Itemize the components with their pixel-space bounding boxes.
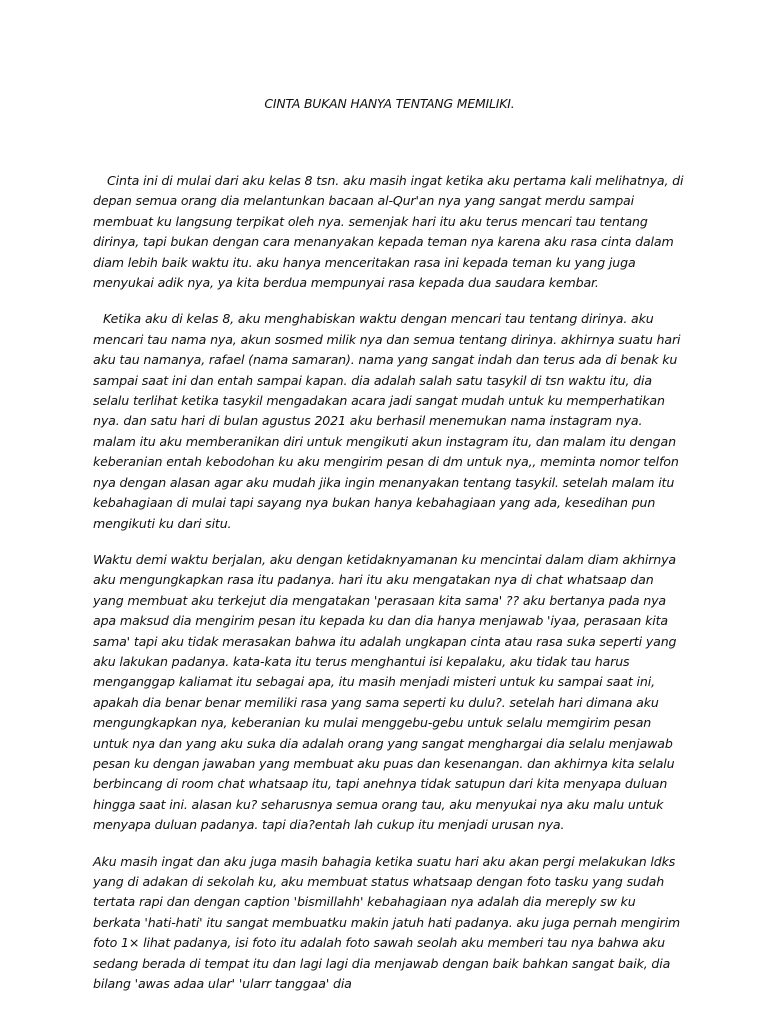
document-title: CINTA BUKAN HANYA TENTANG MEMILIKI. — [264, 96, 515, 111]
paragraph-3: Waktu demi waktu berjalan, aku dengan ketidaknyamanan ku mencintai dalam diam akhirnya aku mengungkapkan rasa itu padanya. hari itu aku mengatakan nya di chat whatsaap dan yang membuat aku terkejut dia mengatakan 'perasaan kita sama' ?? aku bertanya pada nya apa maksud dia mengirim pesan itu kepada ku dan dia hanya menjawab 'iyaa, perasaan kita sama' tapi aku tidak merasakan bahwa itu adalah ungkapan cinta atau rasa suka seperti yang aku lakukan padanya. kata-kata itu terus menghantui isi kepalaku, aku tidak tau harus menganggap kaliamat itu sebagai apa, itu masih menjadi misteri untuk ku sampai saat ini, apakah dia benar benar memiliki rasa yang sama seperti ku dulu?. setelah hari dimana aku mengungkapkan nya, keberanian ku mulai menggebu-gebu untuk selalu memgirim pesan untuk nya dan yang aku suka dia adalah orang yang sangat menghargai dia selalu menjawab pesan ku dengan jawaban yang membuat aku puas dan kesenangan. dan akhirnya kita selalu berbincang di room chat whatsaap itu, tapi anehnya tidak satupun dari kita menyapa duluan hingga saat ini. alasan ku? seharusnya semua orang tau, aku menyukai nya aku malu untuk menyapa duluan padanya. tapi dia?entah lah cukup itu menjadi urusan nya. — [93, 551, 677, 833]
paragraph-4: Aku masih ingat dan aku juga masih bahagia ketika suatu hari aku akan pergi melakukan ldks yang di adakan di sekolah ku, aku membuat status whatsaap dengan foto tasku yang sudah tertata rapi dan dengan caption 'bismillahh' kebahagiaan nya adalah dia mereply sw ku berkata 'hati-hati' itu sangat membuatku makin jatuh hati padanya. aku juga pernah mengirim foto 1× lihat padanya, isi foto itu adalah foto sawah seolah aku memberi tau nya bahwa aku sedang berada di tempat itu dan lagi lagi dia menjawab dengan baik bahkan sangat baik, dia bilang 'awas adaa ular' 'ularr tanggaa' dia — [93, 853, 681, 992]
paragraph-1: Cinta ini di mulai dari aku kelas 8 tsn. aku masih ingat ketika aku pertama kali melihatnya, di depan semua orang dia melantunkan bacaan al-Qur'an nya yang sangat merdu sampai membuat ku langsung terpikat oleh nya. semenjak hari itu aku terus mencari tau tentang dirinya, tapi bukan dengan cara menanyakan kepada teman nya karena aku rasa cinta dalam diam lebih baik waktu itu. aku hanya menceritakan rasa ini kepada teman ku yang juga menyukai adik nya, ya kita berdua mempunyai rasa kepada dua saudara kembar. — [93, 173, 684, 291]
paragraph-2: Ketika aku di kelas 8, aku menghabiskan waktu dengan mencari tau tentang dirinya. aku mencari tau nama nya, akun sosmed milik nya dan semua tentang dirinya. akhirnya suatu hari aku tau namanya, rafael (nama samaran). nama yang sangat indah dan terus ada di benak ku sampai saat ini dan entah sampai kapan. dia adalah salah satu tasykil di tsn waktu itu, dia selalu terlihat ketika tasykil mengadakan acara jadi sangat mudah untuk ku memperhatikan nya. dan satu hari di bulan agustus 2021 aku berhasil menemukan nama instagram nya. malam itu aku memberanikan diri untuk mengikuti akun instagram itu, dan malam itu dengan keberanian entah kebodohan ku aku mengirim pesan di dm untuk nya,, meminta nomor telfon nya dengan alasan agar aku mudah jika ingin menanyakan tentang tasykil. setelah malam itu kebahagiaan di mulai tapi sayang nya bukan hanya kebahagiaan yang ada, kesedihan pun mengikuti ku dari situ. — [93, 311, 681, 531]
